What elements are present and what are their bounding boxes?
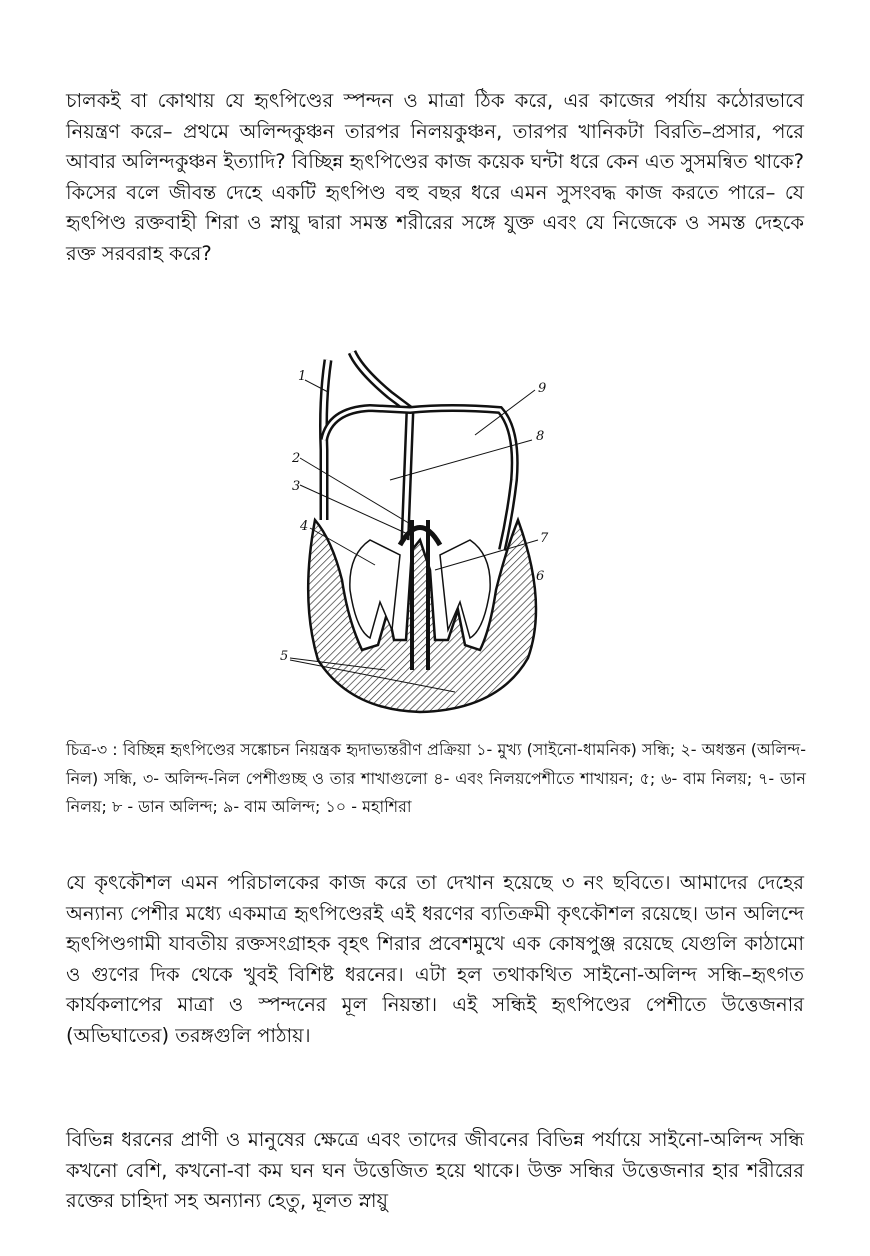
vessel-right-top bbox=[352, 352, 410, 540]
figure-label-7: 7 bbox=[540, 531, 549, 546]
figure-label-6: 6 bbox=[536, 569, 545, 584]
heart-diagram-svg bbox=[270, 340, 590, 720]
figure-label-5: 5 bbox=[280, 649, 289, 664]
figure-label-4: 4 bbox=[300, 519, 309, 534]
figure-caption: চিত্র-৩ : বিচ্ছিন্ন হৃৎপিণ্ডের সঙ্কোচন নিয়ন্ত্রক হৃদাভ্যন্তরীণ প্রক্রিয়া ১- মুখ্য (সাইনো-ধামনিক) সন্ধি; ২- অধস্তন (অলিন্দ-নিল) সন্ধি, ৩- অলিন্দ-নিল পেশীগুচ্ছ ও তার শাখাগুলো ৪- এবং নিলয়পেশীতে শাখায়ন; ৫; ৬- বাম নিলয়; ৭- ডান নিলয়; ৮ - ডান অলিন্দ; ৯- বাম অলিন্দ; ১০ - মহাশিরা bbox=[66, 740, 806, 816]
paragraph-intro: চালকই বা কোথায় যে হৃৎপিণ্ডের স্পন্দন ও মাত্রা ঠিক করে, এর কাজের পর্যায় কঠোরভাবে নিয়ন্ত্রণ করে– প্রথমে অলিন্দকুঞ্চন তারপর নিলয়কুঞ্চন, তারপর খানিকটা বিরতি–প্রসার, পরে আবার অলিন্দকুঞ্চন ইত্যাদি? বিচ্ছিন্ন হৃৎপিণ্ডের কাজ কয়েক ঘন্টা ধরে কেন এত সুসমন্বিত থাকে? কিসের বলে জীবন্ত দেহে একটি হৃৎপিণ্ড বহু বছর ধরে এমন সুসংবদ্ধ কাজ করতে পারে– যে হৃৎপিণ্ড রক্তবাহী শিরা ও স্নায়ু দ্বারা সমস্ত শরীরের সঙ্গে যুক্ত এবং যে নিজেকে ও সমস্ত দেহকে রক্ত সরবরাহ করে? bbox=[66, 89, 804, 265]
right-ventricle-cavity bbox=[440, 540, 490, 638]
figure-label-1: 1 bbox=[298, 369, 307, 384]
figure-label-8: 8 bbox=[536, 429, 545, 444]
heart-diagram bbox=[270, 340, 590, 720]
figure-label-9: 9 bbox=[538, 381, 547, 396]
figure-label-3: 3 bbox=[292, 479, 301, 494]
paragraph-mechanism: যে কৃৎকৌশল এমন পরিচালকের কাজ করে তা দেখান হয়েছে ৩ নং ছবিতে। আমাদের দেহের অন্যান্য পেশীর মধ্যে একমাত্র হৃৎপিণ্ডেরই এই ধরণের ব্যতিক্রমী কৃৎকৌশল রয়েছে। ডান অলিন্দে হৃৎপিণ্ডগামী যাবতীয় রক্তসংগ্রাহক বৃহৎ শিরার প্রবেশমুখে এক কোষপুঞ্জ রয়েছে যেগুলি কাঠামো ও গুণের দিক থেকে খুবই বিশিষ্ট ধরনের। এটা হল তথাকথিত সাইনো-অলিন্দ সন্ধি–হৃৎগত কার্যকলাপের মাত্রা ও স্পন্দনের মূল নিয়ন্তা। এই সন্ধিই হৃৎপিণ্ডের পেশীতে উত্তেজনার (অভিঘাতের) তরঙ্গগুলি পাঠায়। bbox=[66, 871, 804, 1047]
figure-label-2: 2 bbox=[292, 451, 301, 466]
paragraph-rate: বিভিন্ন ধরনের প্রাণী ও মানুষের ক্ষেত্রে এবং তাদের জীবনের বিভিন্ন পর্যায়ে সাইনো-অলিন্দ সন্ধি কখনো বেশি, কখনো-বা কম ঘন ঘন উত্তেজিত হয়ে থাকে। উক্ত সন্ধির উত্তেজনার হার শরীরের রক্তের চাহিদা সহ অন্যান্য হেতু, মূলত স্নায়ু bbox=[66, 1128, 804, 1212]
